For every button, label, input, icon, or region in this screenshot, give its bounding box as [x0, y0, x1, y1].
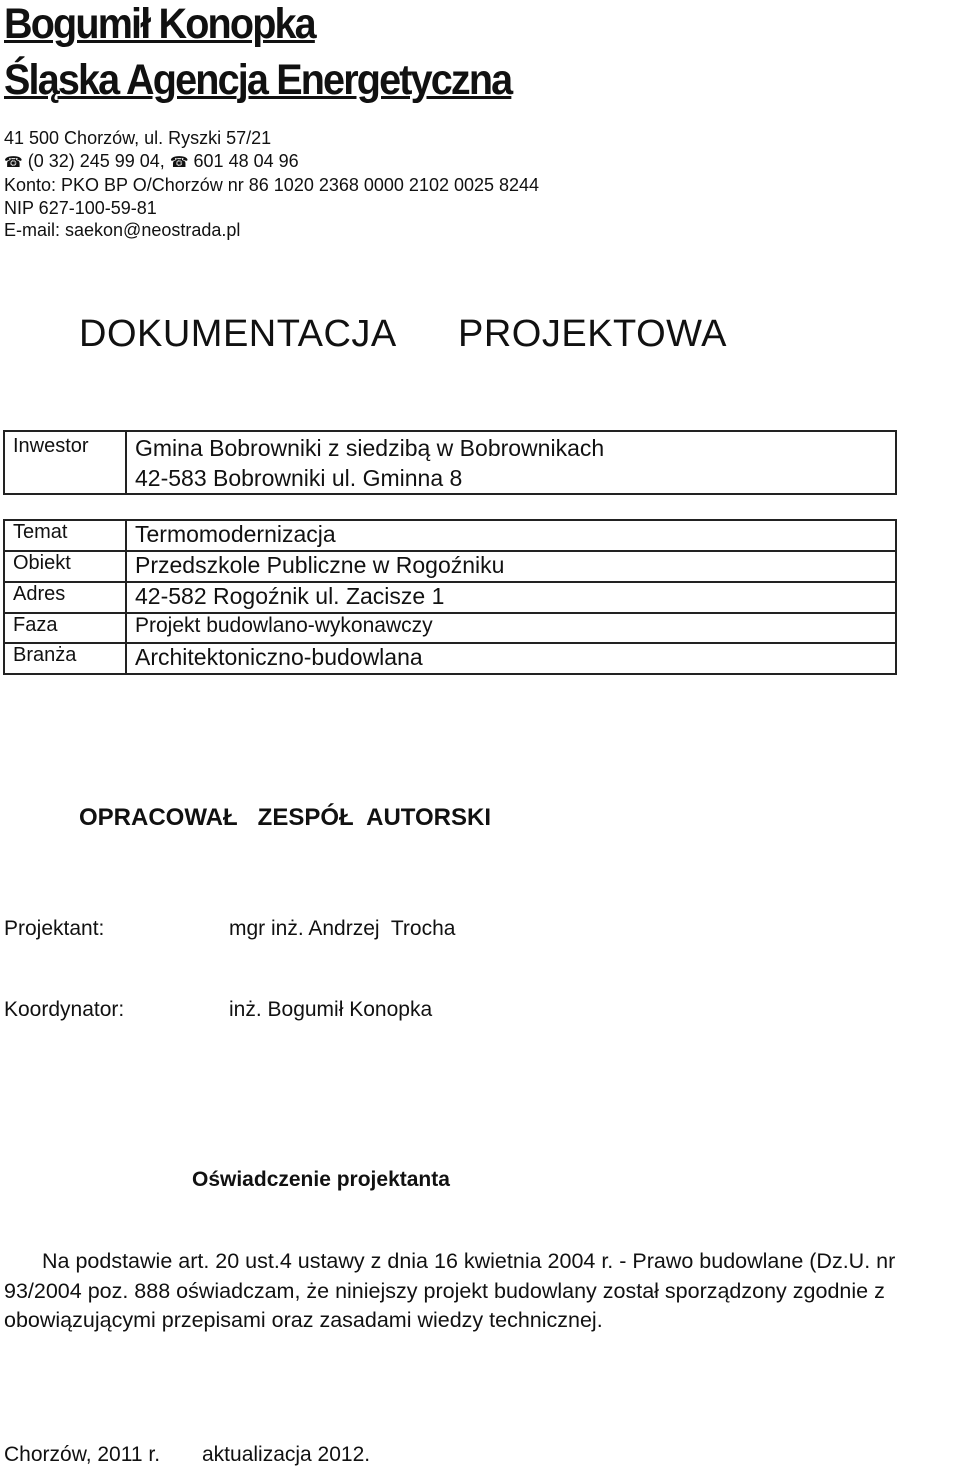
designer-name: mgr inż. Andrzej Trocha [229, 917, 456, 940]
statement-title: Oświadczenie projektanta [192, 1168, 450, 1191]
author-team-heading: OPRACOWAŁ ZESPÓŁ AUTORSKI [79, 804, 492, 831]
detail-label-phase: Faza [4, 613, 126, 643]
detail-value-phase: Projekt budowlano-wykonawczy [126, 613, 896, 643]
phone-number-1: (0 32) 245 99 04, [27, 150, 165, 171]
agency-name: Śląska Agencja Energetyczna [4, 56, 512, 104]
footer-update: aktualizacja 2012. [202, 1443, 371, 1466]
bank-account-line: Konto: PKO BP O/Chorzów nr 86 1020 2368 0000 2102 0025 8244 [4, 175, 540, 196]
email-line: E-mail: saekon@neostrada.pl [4, 220, 241, 241]
detail-label-object: Obiekt [4, 551, 126, 582]
statement-text: Na podstawie art. 20 ust.4 ustawy z dnia 16 kwietnia 2004 r. - Prawo budowlane (Dz.U. nr 93/2004 poz. 888 oświadczam, że niniejszy projekt budowlany został sporządzony zgodnie z obowiązującymi przepisami oraz zasadami wiedzy technicznej. [4, 1249, 896, 1332]
investor-table [3, 430, 897, 495]
document-title-right: PROJEKTOWA [458, 313, 727, 355]
detail-row [4, 551, 896, 582]
detail-row [4, 520, 896, 551]
detail-label-topic: Temat [4, 520, 126, 551]
investor-label: Inwestor [4, 431, 126, 494]
detail-value-address: 42-582 Rogoźnik ul. Zacisze 1 [126, 582, 896, 613]
designer-label: Projektant: [4, 917, 105, 940]
investor-value [126, 431, 896, 494]
detail-row [4, 643, 896, 674]
phone-icon: ☎ [169, 153, 189, 171]
phone-icon: ☎ [4, 153, 23, 171]
company-owner-name: Bogumił Konopka [4, 0, 315, 48]
investor-line-2: 42-583 Bobrowniki ul. Gminna 8 [135, 465, 463, 491]
investor-line-1: Gmina Bobrowniki z siedzibą w Bobrownikach [135, 435, 605, 461]
address-line: 41 500 Chorzów, ul. Ryszki 57/21 [4, 128, 272, 148]
detail-label-address: Adres [4, 582, 126, 613]
coordinator-name: inż. Bogumił Konopka [229, 998, 433, 1021]
coordinator-label: Koordynator: [4, 998, 125, 1021]
document-title-left: DOKUMENTACJA [79, 313, 397, 355]
detail-value-branch: Architektoniczno-budowlana [126, 643, 896, 674]
phone-number-2: 601 48 04 96 [193, 150, 299, 171]
detail-row [4, 613, 896, 643]
detail-label-branch: Branża [4, 643, 126, 674]
nip-line: NIP 627-100-59-81 [4, 197, 157, 218]
detail-value-object: Przedszkole Publiczne w Rogoźniku [126, 551, 896, 582]
detail-value-topic: Termomodernizacja [126, 520, 896, 551]
contact-block [4, 127, 539, 242]
detail-row [4, 582, 896, 613]
project-details-table [3, 519, 897, 675]
phone-line [4, 150, 539, 175]
footer-place-year: Chorzów, 2011 r. [4, 1443, 161, 1466]
